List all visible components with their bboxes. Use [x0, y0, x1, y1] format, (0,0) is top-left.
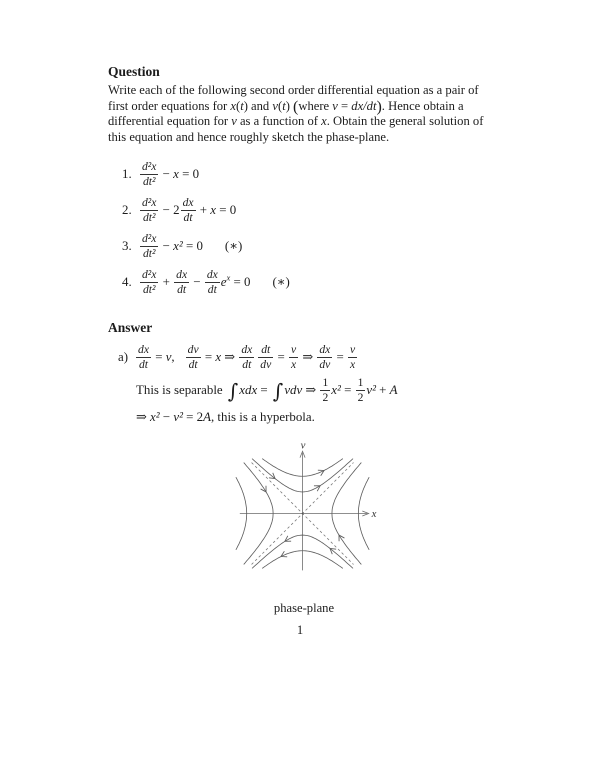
math-text: +	[375, 383, 390, 397]
fraction-denominator: dv	[260, 358, 272, 372]
origin-dot	[302, 513, 304, 515]
math-var: x²	[331, 383, 341, 397]
figure-caption: phase-plane	[273, 601, 335, 615]
math-text: = 0	[216, 203, 237, 217]
fraction-numerator: dt	[258, 343, 273, 357]
equation-number: 4.	[122, 275, 132, 289]
fraction-denominator: dt²	[142, 247, 156, 261]
math-var: t	[240, 98, 244, 113]
math-var: x	[321, 114, 327, 128]
math-var: x	[215, 350, 222, 364]
paragraph-line	[108, 99, 500, 115]
equation-math	[139, 196, 237, 225]
math-text: =	[274, 350, 288, 364]
fraction-numerator: dx	[319, 343, 331, 357]
fraction	[140, 160, 158, 188]
math-text: differential equation for	[108, 114, 232, 128]
fraction-denominator: x	[290, 358, 297, 372]
math-var: A	[389, 383, 398, 397]
math-text: This is separable	[136, 383, 226, 397]
equation-math	[139, 232, 243, 261]
equation-number: 2.	[122, 203, 132, 217]
math-text: . Obtain the general solution of	[326, 114, 484, 128]
question-heading: Question	[108, 64, 160, 79]
fraction	[174, 268, 189, 296]
integral-sign: ∫	[227, 379, 239, 404]
big-paren: (	[293, 98, 299, 115]
fraction-denominator: dt	[242, 358, 252, 372]
answer-line-hyperbola	[136, 406, 500, 428]
math-var: x²	[150, 410, 160, 424]
math-var: v²	[366, 383, 376, 397]
fraction-denominator: dt²	[142, 211, 156, 225]
fraction-numerator: dx	[182, 196, 194, 210]
equation-number: 3.	[122, 239, 132, 253]
math-text: =	[151, 350, 166, 364]
equation-math	[139, 160, 200, 189]
math-var: x	[210, 203, 216, 217]
fraction-numerator: v	[290, 343, 297, 357]
answer-heading: Answer	[108, 320, 153, 335]
math-text: ⇒	[136, 410, 151, 424]
fraction-denominator: dt²	[142, 175, 156, 189]
fraction-numerator: d²x	[142, 232, 157, 246]
fraction-denominator: dt	[183, 211, 193, 225]
math-text: −	[159, 410, 174, 424]
math-text: ,	[171, 350, 175, 364]
fraction-numerator: d²x	[142, 268, 157, 282]
math-var: x	[230, 98, 236, 113]
math-text: = 0	[230, 275, 251, 289]
math-text: −	[159, 239, 174, 253]
math-text: (∗)	[224, 239, 243, 253]
math-var: e	[220, 275, 227, 289]
math-text: = 0	[178, 167, 200, 181]
fraction	[356, 376, 366, 404]
math-text: where	[298, 98, 333, 113]
fraction-denominator: 2	[357, 391, 364, 405]
phase-plane-figure	[108, 440, 500, 616]
math-superscript: x	[226, 272, 231, 283]
math-text: this equation and hence roughly sketch the phase-plane.	[108, 129, 390, 144]
math-text: , this is a hyperbola.	[210, 410, 315, 424]
fraction-denominator: dv	[319, 358, 331, 372]
fraction	[186, 343, 201, 371]
fraction-numerator: v	[350, 343, 356, 357]
fraction-numerator: dx	[206, 268, 218, 282]
big-paren: )	[376, 98, 382, 115]
math-text: =	[340, 383, 355, 397]
math-var: xdx	[239, 383, 258, 397]
equation-item-3	[122, 228, 500, 264]
math-text: (∗)	[272, 275, 290, 289]
math-text: = 2	[182, 410, 204, 424]
fraction	[136, 343, 151, 371]
math-var: vdv	[284, 383, 303, 397]
math-text: =	[201, 350, 216, 364]
math-text: −	[190, 275, 204, 289]
math-var: x²	[173, 239, 183, 253]
fraction-numerator: d²x	[142, 160, 157, 174]
fraction	[140, 196, 158, 224]
math-text: ⇒	[221, 350, 239, 364]
equation-number: 1.	[122, 167, 132, 181]
math-var: v	[231, 114, 237, 128]
paragraph-line	[108, 83, 500, 99]
math-text: ⇒	[302, 383, 320, 397]
math-var: v²	[173, 410, 183, 424]
content-column	[108, 64, 500, 616]
fraction	[320, 376, 330, 404]
math-var: v	[332, 98, 338, 113]
fraction-numerator: d²x	[142, 196, 157, 210]
equation-item-1	[122, 156, 500, 192]
fraction-denominator: dt	[207, 283, 217, 297]
fraction-denominator: dt²	[142, 283, 156, 297]
answer-line-a	[118, 340, 500, 374]
fraction	[289, 343, 298, 371]
math-text: −	[159, 167, 174, 181]
integral-sign: ∫	[272, 379, 284, 404]
equation-list	[122, 156, 500, 300]
phase-plane-svg	[225, 440, 383, 587]
fraction	[239, 343, 254, 371]
math-text: − 2	[159, 203, 180, 217]
fraction-denominator: 2	[322, 391, 329, 405]
question-paragraph	[108, 83, 500, 145]
math-var: A	[203, 410, 211, 424]
fraction-numerator: 1	[322, 376, 329, 390]
math-text: ) and	[243, 98, 273, 113]
fraction-numerator: dx	[176, 268, 188, 282]
v-axis-label: v	[300, 440, 306, 452]
fraction-denominator: dt	[177, 283, 187, 297]
math-text: =	[337, 98, 352, 113]
fraction	[140, 268, 158, 296]
equation-item-2	[122, 192, 500, 228]
math-text: )	[285, 98, 294, 113]
fraction	[205, 268, 220, 296]
math-text: +	[159, 275, 174, 289]
math-var: v	[165, 350, 172, 364]
math-text: =	[257, 383, 271, 397]
answer-math	[135, 343, 358, 372]
math-text: =	[333, 350, 348, 364]
math-var: v	[272, 98, 278, 113]
math-text: (	[236, 98, 241, 113]
fraction	[181, 196, 196, 224]
math-var: dx/dt	[351, 98, 377, 113]
math-text: . Hence obtain a	[381, 98, 464, 113]
fraction-numerator: dv	[187, 343, 199, 357]
answer-item-label: a)	[118, 350, 129, 364]
math-var: x	[173, 167, 179, 181]
answer-line-separable	[136, 374, 500, 406]
paragraph-line	[108, 130, 500, 146]
page-number: 1	[296, 623, 304, 637]
fraction-denominator: dt	[138, 358, 148, 372]
math-text: as a function of	[236, 114, 322, 128]
fraction-denominator: x	[350, 358, 356, 372]
math-var: t	[282, 98, 286, 113]
math-text: Write each of the following second order differential equation as a pair of	[108, 83, 479, 97]
math-text: = 0	[182, 239, 203, 253]
fraction	[140, 232, 158, 260]
equation-math	[139, 268, 290, 297]
math-text: (	[277, 98, 283, 113]
fraction	[317, 343, 332, 371]
fraction-numerator: dx	[241, 343, 253, 357]
fraction-denominator: dt	[188, 358, 198, 372]
math-text: +	[196, 203, 211, 217]
equation-item-4	[122, 264, 500, 300]
fraction	[258, 343, 273, 371]
fraction	[348, 343, 357, 371]
x-axis-label: x	[371, 507, 377, 520]
paragraph-line	[108, 114, 500, 130]
fraction-numerator: dx	[138, 343, 149, 357]
math-text: ⇒	[299, 350, 317, 364]
math-text: first order equations for	[108, 98, 231, 113]
fraction-numerator: 1	[357, 376, 364, 390]
